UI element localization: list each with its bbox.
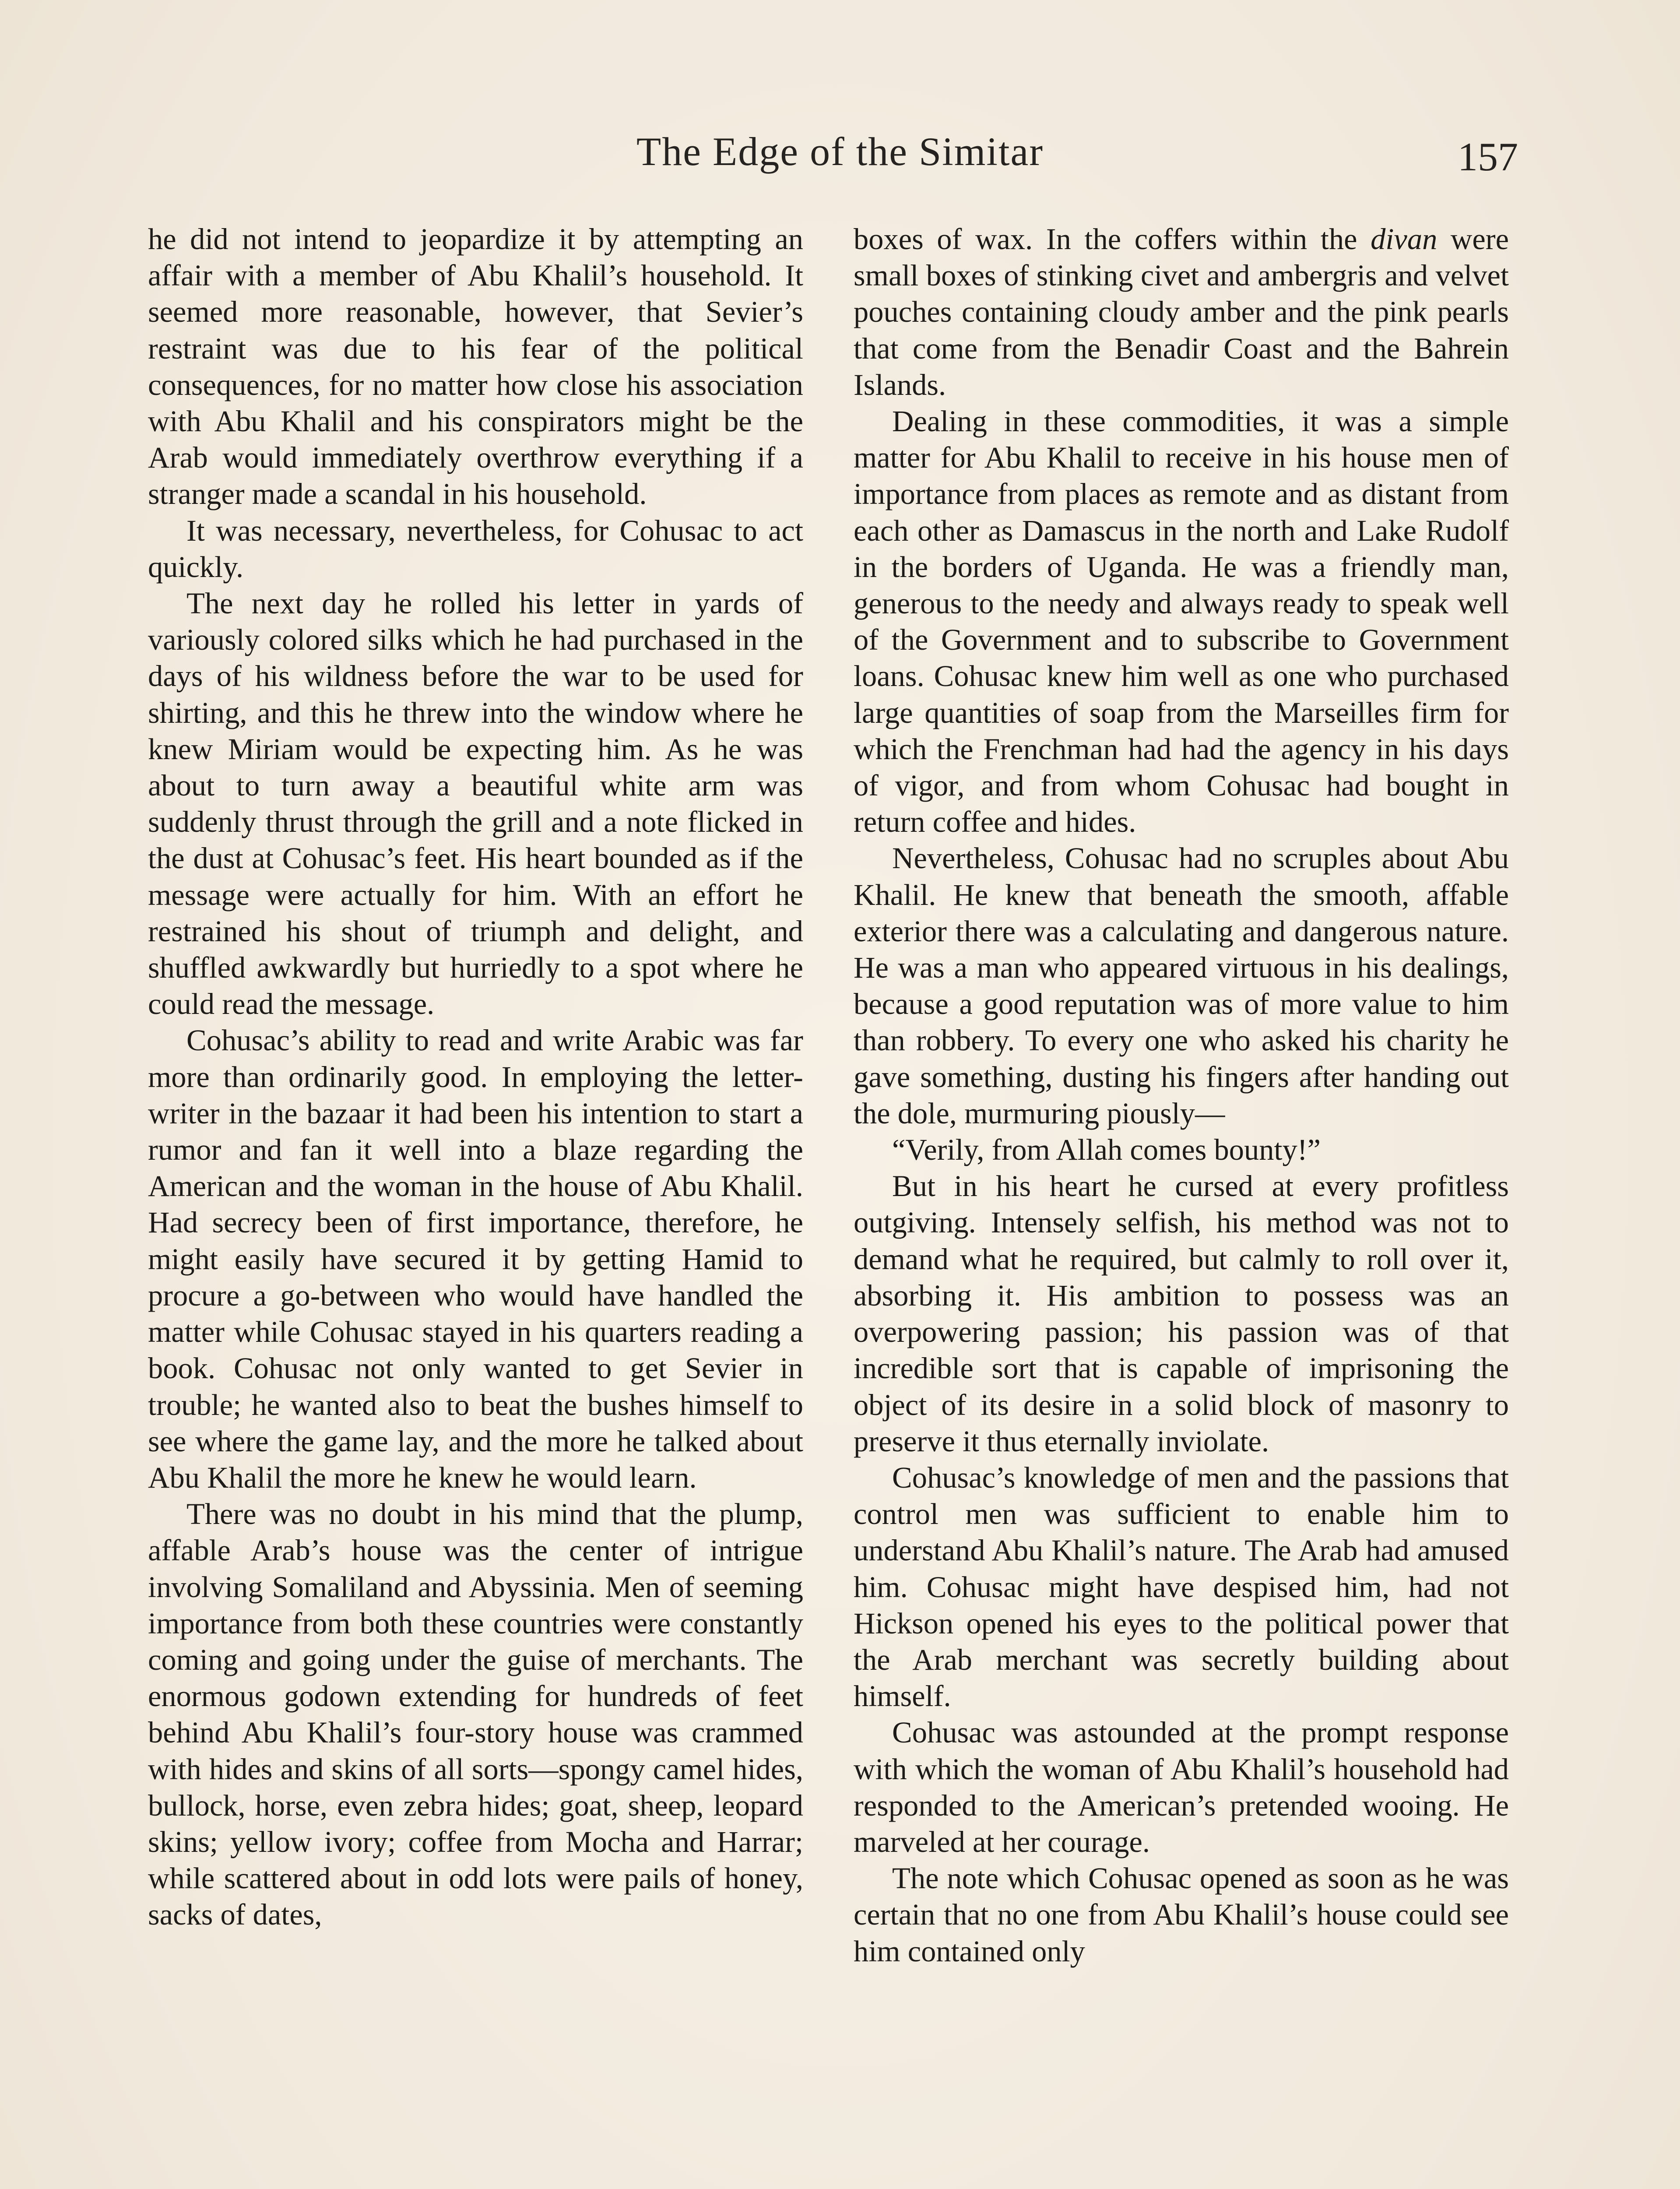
paragraph: Cohusac was astounded at the prompt response with which the woman of Abu Khalil’s household had responded to the American’s pretended wooing. He marveled at her courage. <box>854 1716 1509 1858</box>
paragraph: There was no doubt in his mind that the plump, affable Arab’s house was the center of intrigue involving Somaliland and Abyssinia. Men of seeming importance from both these countries were constantly coming and going under the guise of merchants. The enormous godown extending for hundreds of feet behind Abu Khalil’s four-story house was crammed with hides and skins of all sorts—spongy camel hides, bullock, horse, even zebra hides; goat, sheep, leopard skins; yellow ivory; coffee from Mocha and Harrar; while scattered about in odd lots were pails of honey, sacks of dates, <box>148 1497 803 1932</box>
paragraph: Dealing in these commodities, it was a simple matter for Abu Khalil to receive in his house men of importance from places as remote and as distant from each other as Damascus in the north and Lake Rudolf in the borders of Uganda. He was a friendly man, generous to the needy and always ready to speak well of the Government and to subscribe to Government loans. Cohusac knew him well as one who purchased large quantities of soap from the Marseilles firm for which the Frenchman had had the agency in his days of vigor, and from whom Cohusac had bought in return coffee and hides. <box>854 405 1509 839</box>
paragraph-text: boxes of wax. In the coffers within the <box>854 222 1371 256</box>
paragraph: It was necessary, nevertheless, for Cohusac to act quickly. <box>148 514 803 584</box>
paragraph: “Verily, from Allah comes bounty!” <box>892 1133 1321 1167</box>
paragraph: Nevertheless, Cohusac had no scruples about Abu Khalil. He knew that beneath the smooth, affable exterior there was a calculating and dangerous nature. He was a man who appeared virtuous in his dealings, because a good reputation was of more value to him than robbery. To every one who asked his charity he gave something, dusting his fingers after handing out the dole, murmuring piously— <box>854 841 1509 1130</box>
left-column <box>148 221 803 1933</box>
paragraph-text: were small boxes of stinking civet and ambergris and velvet pouches containing cloudy amber and the pink pearls that come from the Benadir Coast and the Bahrein Islands. <box>854 222 1509 401</box>
running-title: The Edge of the Simitar <box>636 129 1044 174</box>
paragraph <box>854 221 1509 403</box>
italic-word: divan <box>1371 222 1437 256</box>
page-number: 157 <box>1458 134 1518 179</box>
paragraph: Cohusac’s ability to read and write Arabic was far more than ordinarily good. In employing the letter-writer in the bazaar it had been his intention to start a rumor and fan it well into a blaze regarding the American and the woman in the house of Abu Khalil. Had secrecy been of first importance, therefore, he might easily have secured it by getting Hamid to procure a go-between who would have handled the matter while Cohusac stayed in his quarters reading a book. Cohusac not only wanted to get Sevier in trouble; he wanted also to beat the bushes himself to see where the game lay, and the more he talked about Abu Khalil the more he knew he would learn. <box>148 1024 803 1494</box>
paragraph: he did not intend to jeopardize it by attempting an affair with a member of Abu Khalil’s household. It seemed more reasonable, however, that Sevier’s restraint was due to his fear of the political consequences, for no matter how close his association with Abu Khalil and his conspirators might be the Arab would immediately overthrow everything if a stranger made a scandal in his household. <box>148 222 803 511</box>
paragraph: The next day he rolled his letter in yards of variously colored silks which he had purchased in the days of his wildness before the war to be used for shirting, and this he threw into the window where he knew Miriam would be expecting him. As he was about to turn away a beautiful white arm was suddenly thrust through the grill and a note flicked in the dust at Cohusac’s feet. His heart bounded as if the message were actually for him. With an effort he restrained his shout of triumph and delight, and shuffled awkwardly but hurriedly to a spot where he could read the message. <box>148 587 803 1021</box>
paragraph: Cohusac’s knowledge of men and the passions that control men was sufficient to enable him to understand Abu Khalil’s nature. The Arab had amused him. Cohusac might have despised him, had not Hickson opened his eyes to the political power that the Arab merchant was secretly building about himself. <box>854 1461 1509 1713</box>
paragraph: But in his heart he cursed at every profitless outgiving. Intensely selfish, his method was not to demand what he required, but calmly to roll over it, absorbing it. His ambition to possess was an overpowering passion; his passion was of that incredible sort that is capable of imprisoning the object of its desire in a solid block of masonry to preserve it thus eternally inviolate. <box>854 1169 1509 1458</box>
paragraph: The note which Cohusac opened as soon as he was certain that no one from Abu Khalil’s house could see him contained only <box>854 1862 1509 1968</box>
right-column <box>854 221 1509 1970</box>
